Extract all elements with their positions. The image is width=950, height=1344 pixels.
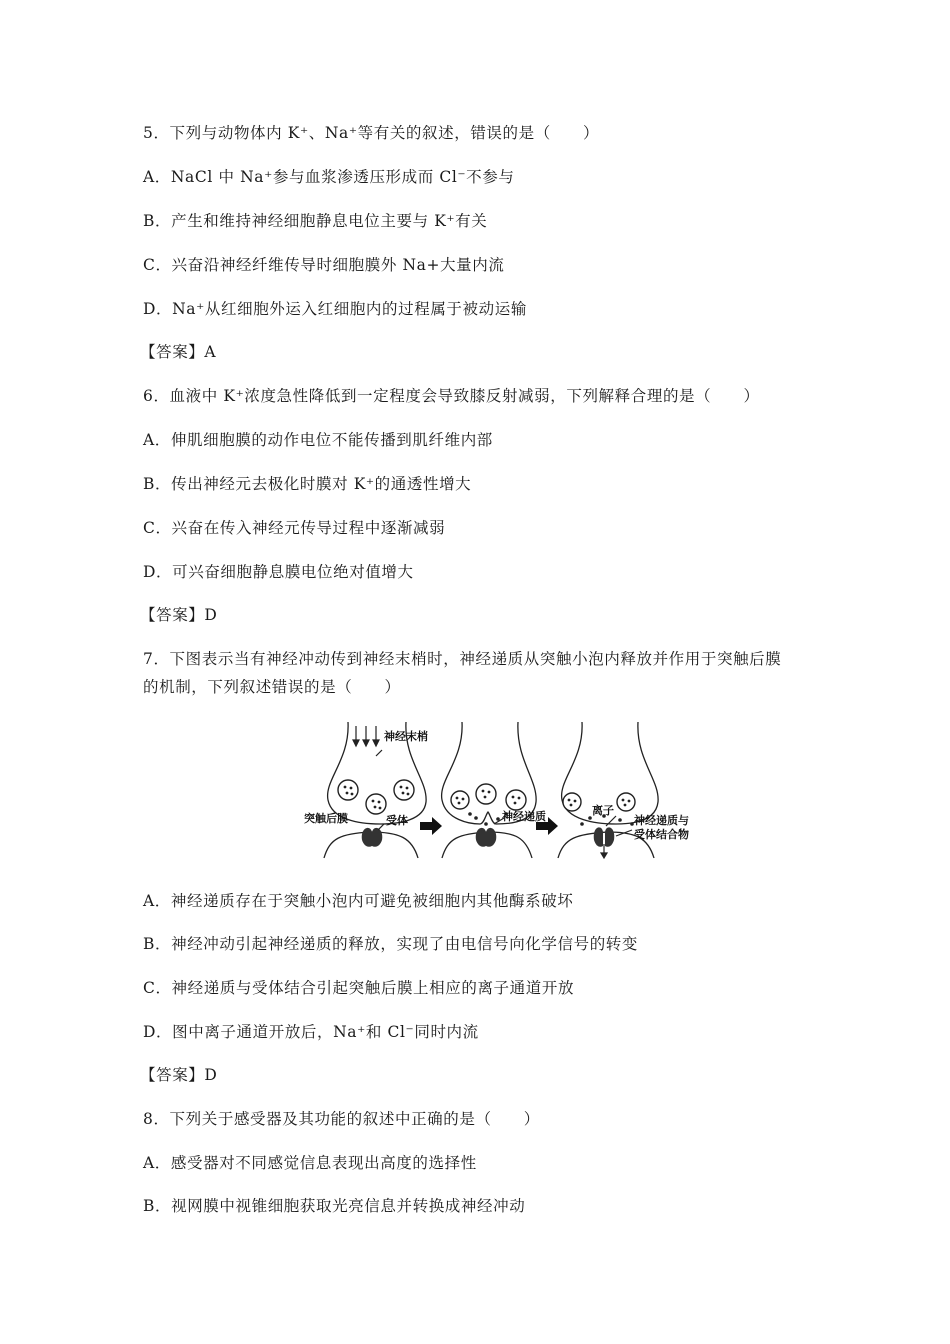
- question-5-option-b: B．产生和维持神经细胞静息电位主要与 K⁺有关: [143, 212, 488, 230]
- question-5-option-c: C．兴奋沿神经纤维传导时细胞膜外 Na+大量内流: [143, 256, 505, 274]
- label-postsynaptic-membrane: 突触后膜: [304, 812, 348, 825]
- label-nerve-ending: 神经末梢: [384, 730, 428, 743]
- question-5-answer: 【答案】A: [140, 343, 217, 361]
- question-8-stem: 8．下列关于感受器及其功能的叙述中正确的是（ ）: [143, 1110, 540, 1128]
- question-5-stem: 5．下列与动物体内 K⁺、Na⁺等有关的叙述，错误的是（ ）: [143, 124, 600, 142]
- question-7-option-c: C．神经递质与受体结合引起突触后膜上相应的离子通道开放: [143, 979, 575, 997]
- label-complex-line1: 神经递质与: [634, 814, 689, 827]
- question-7-option-b: B．神经冲动引起神经递质的释放，实现了由电信号向化学信号的转变: [143, 935, 638, 953]
- question-5-option-a: A．NaCl 中 Na⁺参与血浆渗透压形成而 Cl⁻不参与: [143, 168, 515, 186]
- question-6-option-c: C．兴奋在传入神经元传导过程中逐渐减弱: [143, 519, 446, 537]
- label-neurotransmitter: 神经递质: [502, 810, 546, 823]
- question-7-option-a: A．神经递质存在于突触小泡内可避免被细胞内其他酶系破坏: [143, 892, 574, 910]
- question-7-stem-line2: 的机制，下列叙述错误的是（ ）: [143, 678, 401, 696]
- question-8-option-a: A．感受器对不同感觉信息表现出高度的选择性: [143, 1154, 477, 1172]
- question-6-option-d: D．可兴奋细胞静息膜电位绝对值增大: [143, 563, 414, 581]
- label-receptor: 受体: [386, 814, 408, 827]
- question-7-stem-line1: 7．下图表示当有神经冲动传到神经末梢时，神经递质从突触小泡内释放并作用于突触后膜: [143, 650, 782, 668]
- question-6-stem: 6．血液中 K⁺浓度急性降低到一定程度会导致膝反射减弱，下列解释合理的是（ ）: [143, 387, 760, 405]
- question-6-answer: 【答案】D: [140, 606, 218, 624]
- question-6-option-a: A．伸肌细胞膜的动作电位不能传播到肌纤维内部: [143, 431, 493, 449]
- question-7-option-d: D．图中离子通道开放后，Na⁺和 Cl⁻同时内流: [143, 1023, 479, 1041]
- question-5-option-d: D．Na⁺从红细胞外运入红细胞内的过程属于被动运输: [143, 300, 527, 318]
- label-complex-line2: 受体结合物: [634, 828, 689, 841]
- question-7-answer: 【答案】D: [140, 1066, 218, 1084]
- label-ion: 离子: [592, 804, 614, 817]
- synapse-diagram: [304, 720, 700, 860]
- question-6-option-b: B．传出神经元去极化时膜对 K⁺的通透性增大: [143, 475, 472, 493]
- question-8-option-b: B．视网膜中视锥细胞获取光亮信息并转换成神经冲动: [143, 1197, 526, 1215]
